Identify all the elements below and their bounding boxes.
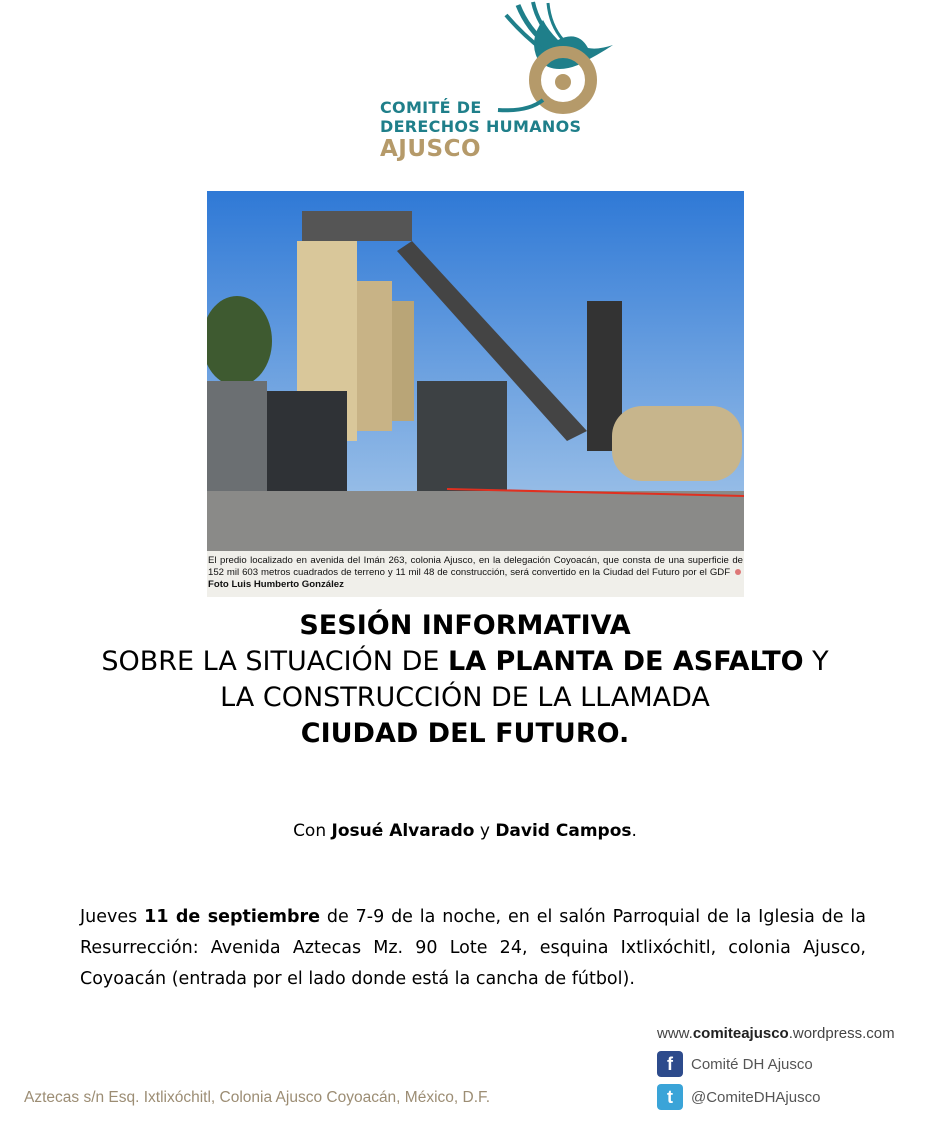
event-details xyxy=(80,902,866,995)
twitter-link[interactable] xyxy=(657,1084,820,1110)
web-pre: www. xyxy=(657,1025,693,1042)
facebook-icon: f xyxy=(657,1051,683,1077)
twitter-icon: t xyxy=(657,1084,683,1110)
website-link[interactable] xyxy=(657,1025,895,1042)
speakers-post: . xyxy=(631,821,637,841)
title-line-2-bold: LA PLANTA DE ASFALTO xyxy=(448,646,804,677)
title-line-2 xyxy=(0,644,930,680)
title-line-2-post: Y xyxy=(803,646,829,677)
logo-line-1: COMITÉ DE xyxy=(380,98,482,117)
logo-text xyxy=(380,98,581,162)
photo-caption xyxy=(207,551,744,597)
details-pre: Jueves xyxy=(80,907,145,927)
event-title xyxy=(0,608,930,752)
event-date: 11 de septiembre xyxy=(144,907,320,927)
twitter-label: @ComiteDHAjusco xyxy=(691,1088,821,1106)
logo-line-2: DERECHOS HUMANOS xyxy=(380,117,582,136)
speakers xyxy=(0,821,930,841)
title-line-3: LA CONSTRUCCIÓN DE LA LLAMADA xyxy=(220,682,710,713)
photo-credit: Foto Luis Humberto González xyxy=(208,579,344,590)
bullet-icon xyxy=(735,569,741,575)
speaker-1: Josué Alvarado xyxy=(331,821,475,841)
title-line-1: SESIÓN INFORMATIVA xyxy=(299,610,631,641)
footer-address: Aztecas s/n Esq. Ixtlixóchitl, Colonia Ajusco Coyoacán, México, D.F. xyxy=(24,1089,491,1106)
facebook-label: Comité DH Ajusco xyxy=(691,1055,813,1073)
web-post: .wordpress.com xyxy=(788,1025,895,1042)
web-bold: comiteajusco xyxy=(692,1025,789,1042)
caption-text: El predio localizado en avenida del Imán 263, colonia Ajusco, en la delegación Coyoacán, que consta de una superficie de 152 mil 603 metros cuadrados de terreno y 11 mil 48 de construcción, será convertido en la Ciudad del Futuro por el GDF xyxy=(208,555,743,578)
title-line-2-pre: SOBRE LA SITUACIÓN DE xyxy=(101,646,449,677)
speaker-2: David Campos xyxy=(495,821,632,841)
facebook-link[interactable] xyxy=(657,1051,813,1077)
asphalt-plant-photo xyxy=(207,191,744,551)
title-line-4: CIUDAD DEL FUTURO. xyxy=(300,718,630,749)
details-text: de 7-9 de la noche, en el salón Parroquial de la Iglesia de la Resurrección: Avenida Aztecas Mz. 90 Lote 24, esquina Ixtlixóchitl, colonia Ajusco, Coyoacán (entrada por el lado donde está la cancha de fútbol). xyxy=(80,907,866,989)
speakers-mid: y xyxy=(474,821,496,841)
speakers-pre: Con xyxy=(293,821,332,841)
logo-line-3: AJUSCO xyxy=(380,136,482,162)
